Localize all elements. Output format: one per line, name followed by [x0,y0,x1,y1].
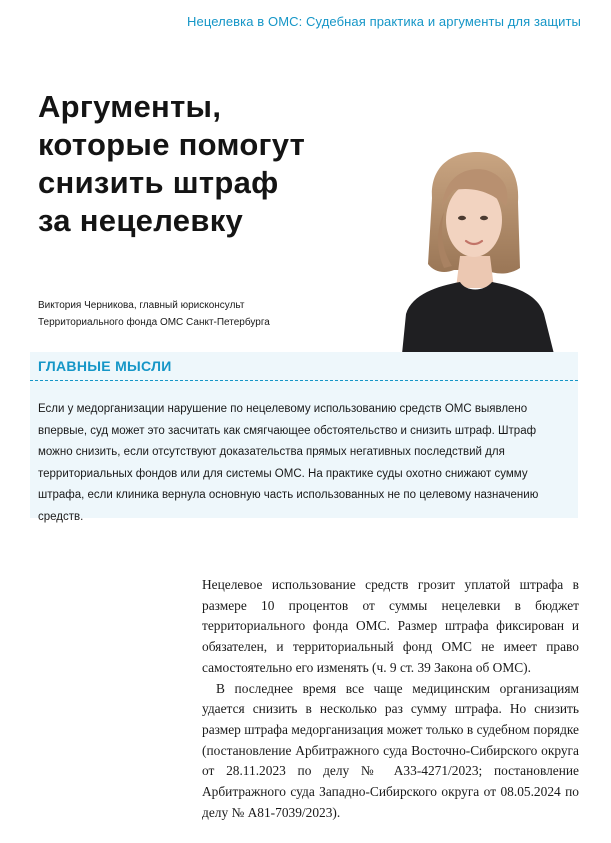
running-head: Нецелевка в ОМС: Судебная практика и аргументы для защиты [187,14,581,29]
author-organization: Территориального фонда ОМС Санкт-Петербурга [38,317,270,328]
eye-right [480,216,488,220]
body-paragraph: Нецелевое использование средств грозит уплатой штрафа в размере 10 процентов от суммы нецелевки в бюджет территориального фонда ОМС. Размер штрафа фиксирован и обязателен, и территориальный фонд ОМС не имеет право самостоятельно его изменять (ч. 9 ст. 39 Закона об ОМС). [202,577,579,675]
author-byline [38,297,318,331]
shoulders [402,282,554,354]
author-name-title: Виктория Черникова, главный юрисконсульт [38,300,245,311]
author-portrait [382,146,560,354]
article-body [202,575,579,823]
key-points-divider [30,380,578,381]
headline-line: снизить штраф [38,165,279,200]
eye-left [458,216,466,220]
headline-line: за нецелевку [38,203,244,238]
key-points-box [30,352,578,523]
headline-line: Аргументы, [38,89,222,124]
article-headline [38,88,338,240]
body-paragraph: В последнее время все чаще медицинским организациям удается снизить в несколько раз сумму штрафа. Но снизить размер штрафа медорганизация может только в судебном порядке (постановление Арбитражного суда Восточно-Сибирского округа от 28.11.2023 по делу № А33-4271/2023; постановление Арбитражного суда Западно-Сибирского округа от 08.05.2024 по делу № А81-7039/2023). [202,680,579,820]
key-points-title: ГЛАВНЫЕ МЫСЛИ [38,358,172,374]
neck [456,256,494,288]
headline-line: которые помогут [38,127,306,162]
key-points-text: Если у медорганизации нарушение по нецелевому использованию средств ОМС выявлено впервые, суд может это засчитать как смягчающее обстоятельство и снизить штраф. Штраф можно снизить, если отсутствуют доказательства прямых негативных последствий для территориальных фондов или для системы ОМС. На практике суды охотно снижают сумму штрафа, если клиника вернула основную часть использованных не по целевому назначению средств. [38,403,539,523]
